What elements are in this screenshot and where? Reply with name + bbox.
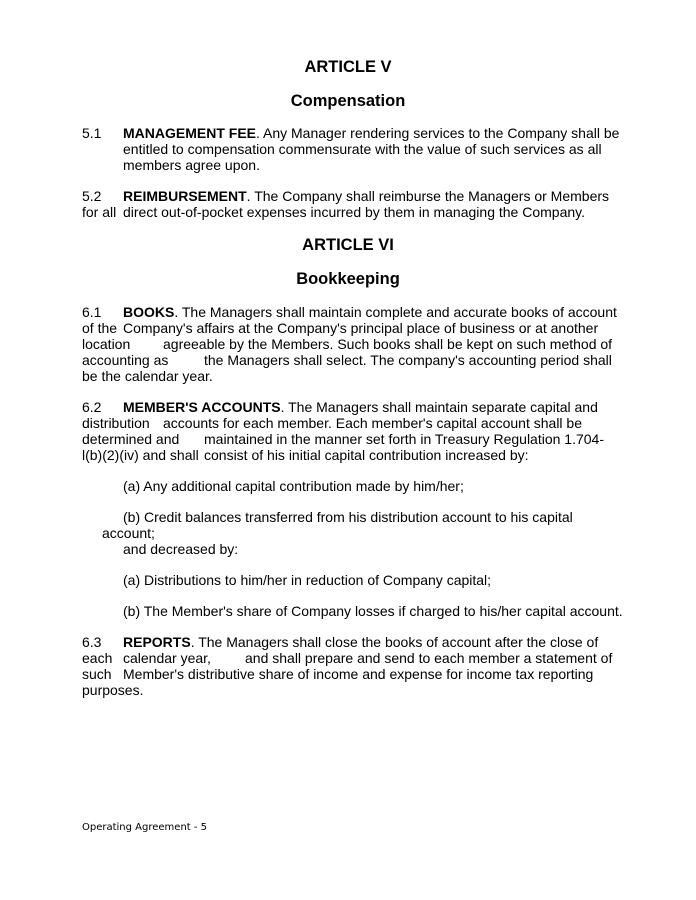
section-line: the Managers shall select. The company's accounting period shall [204,352,612,368]
list-item: (b) The Member's share of Company losses if charged to his/her capital account. [123,603,623,619]
section-line: for all [82,204,117,220]
list-item: (b) Credit balances transferred from his distribution account to his capital [123,509,573,525]
section-line: direct out-of-pocket expenses incurred by them in managing the Company. [123,204,585,220]
section-number: 5.2 [82,188,102,204]
section-line: consist of his initial capital contribution increased by: [204,447,529,463]
list-item: account; [102,525,155,541]
list-item: (a) Any additional capital contribution made by him/her; [123,478,464,494]
section-line: agreeable by the Members. Such books shall be kept on such method of [163,336,613,352]
section-line [123,634,598,651]
section-line: accounts for each member. Each member's capital account shall be [163,415,582,431]
section-line [123,399,598,416]
section-number: 6.3 [82,634,102,650]
list-item: (a) Distributions to him/her in reduction of Company capital; [123,572,492,588]
section-line: calendar year, [123,650,211,666]
section-line [123,125,619,142]
section-line: Member's distributive share of income and expense for income tax reporting [123,666,594,682]
section-line: such [82,666,112,682]
section-heading: MEMBER'S ACCOUNTS [123,399,281,415]
section-line: members agree upon. [123,157,260,173]
section-number: 5.1 [82,125,102,141]
section-line: and shall prepare and send to each member a statement of [245,650,613,666]
section-text: . The Managers shall maintain complete and accurate books of account [174,304,617,320]
article-6-subtitle: Bookkeeping [296,270,400,288]
section-text: . The Managers shall maintain separate capital and [280,399,598,415]
list-item: and decreased by: [123,541,239,557]
section-text: . The Company shall reimburse the Managers or Members [246,188,610,204]
section-heading: REIMBURSEMENT [123,188,247,204]
section-heading: MANAGEMENT FEE [123,125,256,141]
article-6-title: ARTICLE VI [302,236,394,254]
section-line: Company's affairs at the Company's principal place of business or at another [123,320,599,336]
section-line: maintained in the manner set forth in Treasury Regulation 1.704- [204,431,605,447]
section-line: of the [82,320,118,336]
section-number: 6.2 [82,399,102,415]
section-line [123,304,617,321]
section-line: location [82,336,131,352]
section-heading: REPORTS [123,634,191,650]
section-text: . The Managers shall close the books of account after the close of [190,634,599,650]
section-line: purposes. [82,682,144,698]
section-line: l(b)(2)(iv) and shall [82,447,199,463]
section-line: entitled to compensation commensurate with the value of such services as all [123,141,602,157]
section-line [123,188,609,205]
article-5-title: ARTICLE V [304,58,392,76]
section-line: accounting as [82,352,169,368]
section-line: determined and [82,431,180,447]
section-text: . Any Manager rendering services to the Company shall be [256,125,620,141]
section-number: 6.1 [82,304,102,320]
article-5-subtitle: Compensation [290,92,406,110]
section-heading: BOOKS [123,304,175,320]
page-footer: Operating Agreement - 5 [82,822,208,833]
section-line: be the calendar year. [82,368,213,384]
section-line: distribution [82,415,150,431]
section-line: each [82,650,113,666]
